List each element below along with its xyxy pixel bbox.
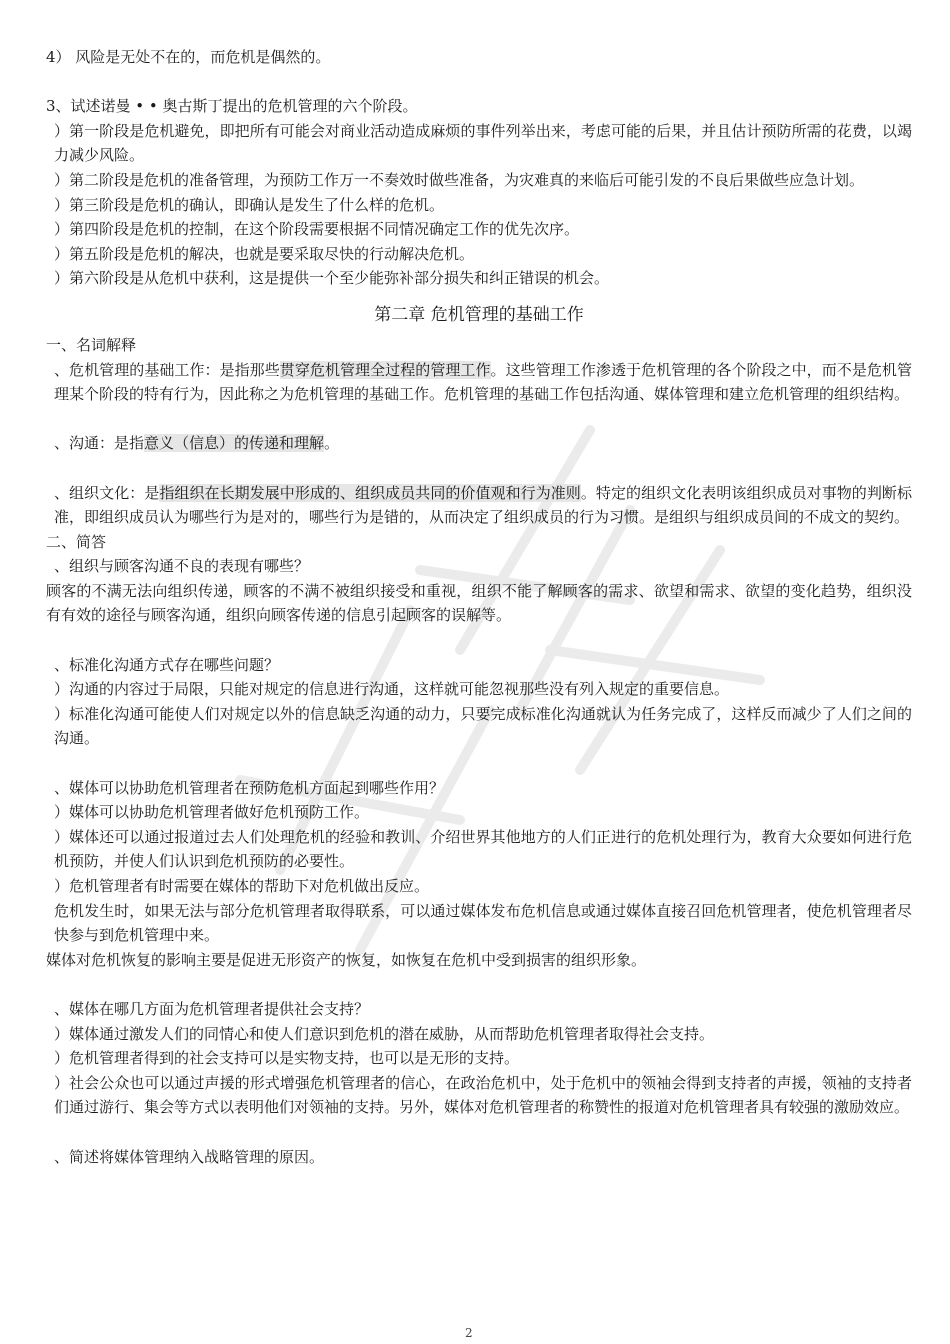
text-run: 。这些管理工作渗透于危机管理的各个阶段之中，而不是危机管理某个阶段的特有行为，因此称之为危机管理的基础工作。危机管理的基础工作包括沟通、媒体管理和建立危机管理的组织结构。: [54, 360, 912, 404]
question-heading: 、媒体可以协助危机管理者在预防危机方面起到哪些作用？: [54, 778, 445, 797]
answer-item: ）媒体可以协助危机管理者做好危机预防工作。: [54, 803, 370, 822]
text-line: ）第四阶段是危机的控制，在这个阶段需要根据不同情况确定工作的优先次序。: [54, 220, 580, 239]
highlighted-text: 贯穿危机管理全过程的管理工作: [279, 360, 491, 379]
question-heading: 3、试述诺曼 • • 奥古斯丁提出的危机管理的六个阶段。: [46, 97, 418, 116]
text-run: 。特定的组织文化表明该组织成员对事物的判断标准，即组织成员认为哪些行为是对的，哪些行为是错的，从而决定了组织成员的行为习惯。是组织与组织成员间的不成文的契约。: [54, 483, 912, 527]
section-heading: 一、名词解释: [46, 335, 137, 354]
text-line: ）第六阶段是从危机中获利，这是提供一个至少能弥补部分损失和纠正错误的机会。: [54, 269, 610, 288]
answer-item: ）沟通的内容过于局限，只能对规定的信息进行沟通，这样就可能忽视那些没有列入规定的重要信息。: [54, 680, 730, 699]
answer-item: ）社会公众也可以通过声援的形式增强危机管理者的信心，在政治危机中，处于危机中的领袖会得到支持者的声援，领袖的支持者们通过游行、集会等方式以表明他们对领袖的支持。另外，媒体对危机管理者的称赞性的报道对危机管理者具有较强的激励效应。: [54, 1073, 912, 1117]
text-line: 4） 风险是无处不在的，而危机是偶然的。: [46, 48, 331, 66]
section-heading: 二、简答: [46, 532, 107, 551]
text-line: ）第三阶段是危机的确认，即确认是发生了什么样的危机。: [54, 195, 445, 214]
question-heading: 、媒体在哪几方面为危机管理者提供社会支持？: [54, 999, 370, 1018]
highlighted-text: 指组织在长期发展中形成的、组织成员共同的价值观和行为准则: [159, 483, 581, 502]
document-page: [46, 45, 912, 1169]
text-line: ）第五阶段是危机的解决，也就是要采取尽快的行动解决危机。: [54, 244, 475, 263]
answer-item: ）媒体还可以通过报道过去人们处理危机的经验和教训、介绍世界其他地方的人们正进行的危机处理行为，教育大众要如何进行危机预防，并使人们认识到危机预防的必要性。: [54, 827, 912, 871]
definition-paragraph: [46, 431, 912, 456]
answer-item: ）标准化沟通可能使人们对规定以外的信息缺乏沟通的动力，只要完成标准化沟通就认为任务完成了，这样反而减少了人们之间的沟通。: [54, 704, 912, 748]
question-heading: 、组织与顾客沟通不良的表现有哪些？: [54, 557, 310, 576]
text-run: 、组织文化：是: [54, 483, 160, 502]
definition-paragraph: [46, 358, 912, 407]
question-heading: 、简述将媒体管理纳入战略管理的原因。: [54, 1147, 325, 1166]
text-run: 。: [324, 434, 340, 453]
highlighted-text: 意义（信息）的传递和理解: [144, 434, 325, 453]
answer-paragraph: 媒体对危机恢复的影响主要是促进无形资产的恢复，如恢复在危机中受到损害的组织形象。: [46, 950, 647, 969]
answer-item: ）媒体通过激发人们的同情心和使人们意识到危机的潜在威胁，从而帮助危机管理者取得社会支持。: [54, 1024, 715, 1043]
definition-paragraph: [46, 481, 912, 530]
answer-paragraph: 顾客的不满无法向组织传递，顾客的不满不被组织接受和重视，组织不能了解顾客的需求、欲望和需求、欲望的变化趋势，组织没有有效的途径与顾客沟通，组织向顾客传递的信息引起顾客的误解等。: [46, 581, 912, 625]
text-run: 、危机管理的基础工作：是指那些: [54, 360, 280, 379]
page-number: 2: [465, 1326, 473, 1340]
question-heading: 、标准化沟通方式存在哪些问题？: [54, 655, 280, 674]
answer-item: ）危机管理者得到的社会支持可以是实物支持，也可以是无形的支持。: [54, 1049, 520, 1068]
answer-item: ）危机管理者有时需要在媒体的帮助下对危机做出反应。: [54, 877, 430, 895]
text-line: ）第二阶段是危机的准备管理，为预防工作万一不奏效时做些准备，为灾难真的来临后可能引发的不良后果做些应急计划。: [54, 170, 865, 189]
answer-paragraph: 危机发生时，如果无法与部分危机管理者取得联系，可以通过媒体发布危机信息或通过媒体直接召回危机管理者，使危机管理者尽快参与到危机管理中来。: [54, 901, 912, 945]
chapter-title: 第二章 危机管理的基础工作: [374, 304, 584, 325]
text-run: 、沟通：是指: [54, 434, 145, 453]
text-line: ）第一阶段是危机避免，即把所有可能会对商业活动造成麻烦的事件列举出来，考虑可能的后果，并且估计预防所需的花费，以竭力减少风险。: [54, 121, 912, 165]
